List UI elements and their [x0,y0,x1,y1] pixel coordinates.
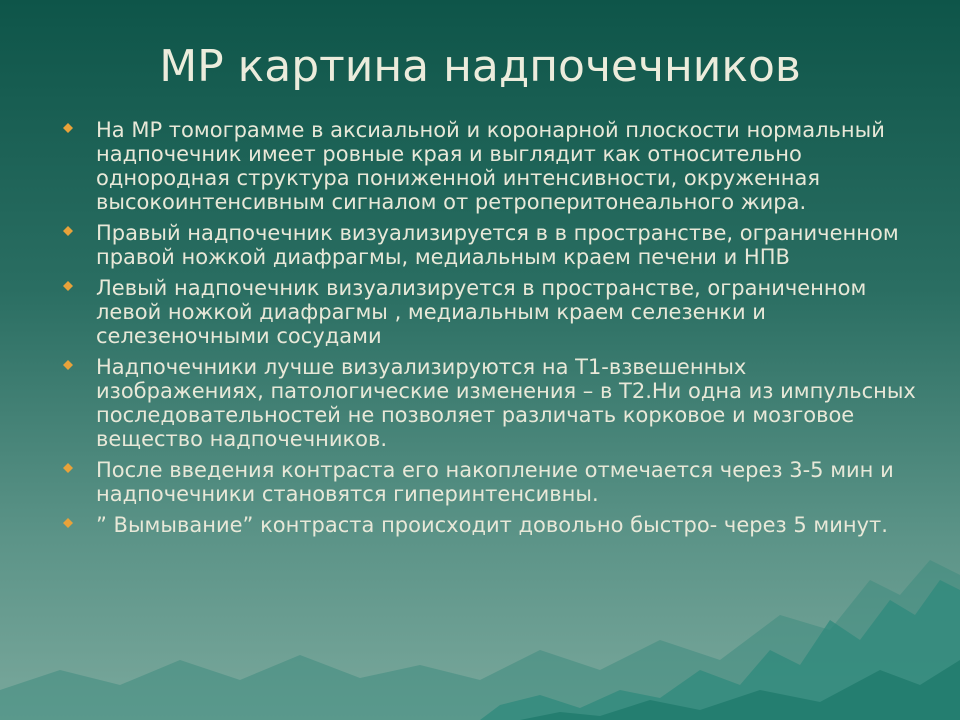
diamond-bullet-icon [63,518,73,528]
diamond-bullet-icon [63,463,73,473]
bullet-text: После введения контраста его накопление отмечается через 3-5 мин и надпочечники становятся гиперинтенсивны. [96,458,894,506]
bullet-item [60,221,920,269]
bullet-text: На МР томограмме в аксиальной и коронарной плоскости нормальный надпочечник имеет ровные края и выглядит как относительно однородная структура пониженной интенсивности, окруженная высокоинтенсивным сигналом от ретроперитонеального жира. [96,118,885,214]
slide-title: МР картина надпочечников [159,41,801,92]
bullet-item [60,118,920,214]
mountain-background-decoration [0,520,960,720]
diamond-bullet-icon [63,123,73,133]
bullet-text: Правый надпочечник визуализируется в в пространстве, ограниченном правой ножкой диафрагмы, медиальным краем печени и НПВ [96,221,899,269]
bullet-list [60,118,920,544]
bullet-item [60,458,920,506]
diamond-bullet-icon [63,226,73,236]
diamond-bullet-icon [63,360,73,370]
bullet-item [60,276,920,348]
bullet-text: Левый надпочечник визуализируется в пространстве, ограниченном левой ножкой диафрагмы , медиальным краем селезенки и селезеночными сосудами [96,276,867,348]
bullet-item [60,355,920,451]
bullet-text: ” Вымывание” контраста происходит довольно быстро- через 5 минут. [96,513,888,537]
bullet-item [60,513,920,537]
diamond-bullet-icon [63,281,73,291]
bullet-text: Надпочечники лучше визуализируются на Т1-взвешенных изображениях, патологические изменения – в Т2.Ни одна из импульсных последовательностей не позволяет различать корковое и мозговое вещество надпочечников. [96,355,916,451]
